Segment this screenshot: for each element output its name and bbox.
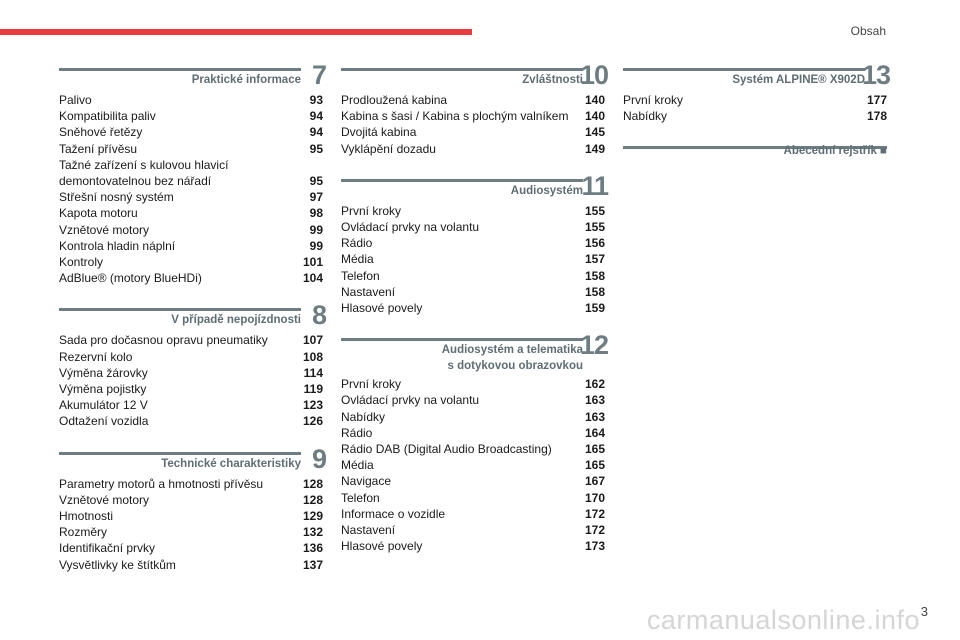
toc-entry-label: Odtažení vozidla [59,414,149,429]
toc-entry-label: Informace o vozidle [341,506,446,521]
toc-entry-list [341,376,605,554]
toc-entry-page: 167 [584,474,605,489]
section-rule [623,68,865,71]
toc-entry-label: Tažné zařízení s kulovou hlavicí [59,157,229,172]
toc-entry-page: 158 [584,284,605,299]
section-title [192,72,301,88]
toc-entry-page: 165 [584,442,605,457]
section-title-line: Systém ALPINE® X902D [732,74,865,86]
toc-entry-page: 98 [309,206,323,221]
toc-entry-page: 172 [584,523,605,538]
section-rule [59,308,301,311]
section-title [522,72,583,88]
toc-entry[interactable] [341,268,605,284]
toc-entry[interactable] [341,538,605,554]
toc-entry[interactable] [341,441,605,457]
toc-section [59,300,326,429]
section-title [442,342,583,374]
toc-entry-page: 157 [584,252,605,267]
toc-entry-label: První kroky [341,377,402,392]
toc-entry[interactable] [59,524,323,540]
section-title-line: Audiosystém [510,184,583,197]
toc-entry[interactable] [59,108,323,124]
toc-entry-label: Nabídky [341,409,386,424]
toc-entry-page: 107 [302,333,323,348]
toc-entry-label: První kroky [341,203,402,218]
section-title-line: V případě nepojízdnosti [171,314,301,327]
toc-entry-page: 137 [302,557,323,572]
toc-entry-label: Palivo [59,93,92,107]
toc-entry-list [623,92,887,124]
section-header [59,60,326,90]
toc-entry-label: Kabina s šasi / Kabina s plochým valníkem [341,109,569,124]
toc-entry-label: Sada pro dočasnou opravu pneumatiky [59,333,268,348]
toc-entry[interactable] [341,425,605,441]
section-title [171,312,301,328]
toc-entry-page: 132 [302,525,323,540]
toc-entry[interactable] [341,141,605,157]
toc-entry-label: Telefon [341,490,380,505]
toc-entry-page: 126 [302,414,323,429]
toc-entry-label: Nastavení [341,284,396,299]
toc-entry-page: 156 [584,236,605,251]
toc-entry-label: Hlasové povely [341,539,423,554]
toc-entry-label: Dvojitá kabina [341,125,417,140]
toc-entry[interactable] [59,238,323,254]
toc-entry-page: 129 [302,509,323,524]
toc-entry-page: 162 [584,377,605,392]
section-title [784,143,887,159]
toc-entry-label: Výměna pojistky [59,382,147,397]
toc-entry-label: První kroky [623,93,684,107]
toc-entry[interactable] [341,284,605,300]
section-number: 13 [861,60,890,90]
toc-entry-page: 119 [303,382,323,397]
toc-entry-label: Nabídky [623,109,668,124]
toc-entry[interactable] [59,397,323,413]
toc-entry[interactable] [341,251,605,267]
section-header [341,330,608,373]
section-rule [341,179,583,182]
toc-entry[interactable] [59,381,323,397]
toc-entry-label: AdBlue® (motory BlueHDi) [59,271,202,286]
toc-entry-label: Výměna žárovky [59,365,148,380]
toc-entry[interactable] [59,557,323,573]
toc-entry[interactable] [341,506,605,522]
toc-entry-label: Kontroly [59,255,104,270]
section-title-line: Zvláštnosti [522,74,583,86]
toc-entry-label: Prodloužená kabina [341,93,448,107]
toc-entry-page: 170 [584,490,605,505]
toc-entry[interactable] [341,203,605,219]
toc-section [623,60,890,124]
toc-entry-label: Rádio DAB (Digital Audio Broadcasting) [341,442,552,457]
toc-entry-page: 172 [584,506,605,521]
section-title [732,72,865,88]
toc-entry-page: 123 [302,398,323,413]
toc-entry-page: 104 [302,271,323,286]
toc-entry[interactable] [59,173,323,189]
toc-entry-label: Nastavení [341,523,396,538]
toc-section [341,170,608,316]
section-number: 7 [311,60,326,90]
toc-entry-page: 94 [309,125,323,140]
toc-entry[interactable] [59,222,323,238]
section-header[interactable] [623,140,887,166]
toc-entry-page: 140 [584,93,605,107]
toc-entry-page: 95 [309,174,323,189]
toc-column-2 [341,60,608,570]
toc-entry-list [341,92,605,157]
toc-entry-page: 149 [584,141,605,156]
toc-entry[interactable] [59,413,323,429]
toc-entry-label: Parametry motorů a hmotnosti přívěsu [59,476,264,491]
toc-entry-page: 136 [302,541,323,556]
toc-entry[interactable] [59,92,323,108]
toc-entry-label: Sněhové řetězy [59,125,143,140]
toc-entry[interactable] [341,124,605,140]
toc-entry-page: 165 [584,458,605,473]
toc-entry-label: Hmotnosti [59,509,114,524]
section-rule [341,338,583,341]
toc-entry-label: Rozměry [59,525,108,540]
section-rule [341,68,583,71]
toc-entry[interactable] [59,476,323,492]
toc-entry-label: Tažení přívěsu [59,141,138,156]
toc-entry[interactable] [341,108,605,124]
toc-entry-list [59,332,323,429]
section-header [59,443,326,474]
section-number: 8 [311,300,326,331]
toc-entry-page: 101 [302,255,323,270]
toc-entry-page: 178 [866,109,887,124]
toc-entry-label: demontovatelnou bez nářadí [59,174,212,189]
toc-entry-page: 99 [309,222,323,237]
toc-entry-page: 177 [866,93,887,107]
toc-entry-label: Ovládací prvky na volantu [341,393,480,408]
toc-column-3 [623,60,890,182]
toc-entry[interactable] [59,332,323,348]
toc-entry-label: Akumulátor 12 V [59,398,148,413]
section-rule [59,68,301,71]
toc-entry-label: Hlasové povely [341,301,423,316]
toc-entry[interactable] [341,219,605,235]
toc-entry-label: Navigace [341,474,392,489]
toc-entry[interactable] [341,300,605,316]
toc-entry[interactable] [341,235,605,251]
toc-section [341,330,608,554]
toc-entry-page: 163 [584,409,605,424]
toc-entry[interactable] [341,376,605,392]
toc-entry-page: 155 [584,203,605,218]
toc-entry-label: Kapota motoru [59,206,138,221]
toc-entry[interactable] [59,141,323,157]
toc-entry-label: Vysvětlivky ke štítkům [59,557,176,572]
section-title [161,456,301,472]
toc-entry-page: 93 [309,93,323,107]
toc-entry[interactable] [59,508,323,524]
toc-section [59,60,326,286]
toc-entry-page: 114 [303,365,323,380]
toc-entry[interactable] [341,409,605,425]
toc-entry-page: 140 [584,109,605,124]
toc-entry[interactable] [341,457,605,473]
toc-entry[interactable] [59,540,323,556]
toc-entry-label: Rezervní kolo [59,349,133,364]
section-title-line: Abecední rejstřík ■ [783,145,887,158]
toc-section [341,60,608,157]
section-header [623,60,890,90]
toc-entry-label: Kompatibilita paliv [59,109,156,124]
toc-entry[interactable] [341,392,605,408]
section-title-line: s dotykovou obrazovkou [447,360,583,373]
toc-entry-page: 95 [309,141,323,156]
toc-entry-label: Rádio [341,425,373,440]
section-number: 11 [581,170,608,201]
toc-entry-list [59,92,323,286]
toc-entry-label: Rádio [341,236,373,251]
toc-entry[interactable] [59,124,323,140]
toc-entry-page: 128 [302,492,323,507]
toc-entry-label: Identifikační prvky [59,541,156,556]
section-number: 12 [579,330,608,361]
section-title [511,183,583,199]
toc-entry[interactable] [59,157,323,173]
section-header [59,300,326,331]
toc-entry[interactable] [623,108,887,124]
toc-entry-page [297,157,323,173]
section-number: 9 [311,443,326,474]
toc-section [59,443,326,573]
toc-entry-label: Vznětové motory [59,222,150,237]
toc-entry-label: Střešní nosný systém [59,190,174,205]
section-number: 10 [579,60,608,90]
toc-entry-page: 155 [584,220,605,235]
toc-entry[interactable] [59,254,323,270]
toc-entry-label: Vznětové motory [59,492,150,507]
toc-entry[interactable] [59,189,323,205]
toc-entry[interactable] [341,92,605,108]
toc-entry-page: 158 [584,268,605,283]
watermark: carmanualsonline.info [646,605,920,635]
toc-entry[interactable] [59,205,323,221]
toc-entry-page: 94 [309,109,323,124]
section-header [341,170,608,201]
toc-entry[interactable] [59,365,323,381]
toc-entry-label: Média [341,458,374,473]
toc-entry[interactable] [59,270,323,286]
toc-entry-page: 128 [302,476,323,491]
section-title-line: Audiosystém a telematika [441,344,583,357]
toc-entry-page: 97 [309,190,323,205]
toc-entry[interactable] [341,473,605,489]
toc-entry-label: Ovládací prvky na volantu [341,220,480,235]
toc-section [623,140,887,166]
toc-entry[interactable] [341,522,605,538]
toc-entry-label: Vyklápění dozadu [341,141,436,156]
page-header-title: Obsah [850,24,886,38]
toc-entry-label: Média [341,252,374,267]
section-title-line: Praktické informace [191,74,301,86]
page-number: 3 [920,604,928,619]
toc-entry-list [59,476,323,573]
toc-entry-page: 145 [584,125,605,140]
section-rule [59,452,301,455]
toc-entry-page: 173 [584,539,605,554]
toc-column-1 [59,60,326,589]
toc-entry[interactable] [59,492,323,508]
toc-entry[interactable] [59,349,323,365]
toc-entry-label: Telefon [341,268,380,283]
toc-entry-list [341,203,605,316]
section-title-line: Technické charakteristiky [161,457,301,470]
toc-entry-page: 163 [584,393,605,408]
top-accent-bar [0,29,472,35]
toc-entry-page: 108 [302,349,323,364]
toc-entry[interactable] [623,92,887,108]
toc-entry-label: Kontrola hladin náplní [59,238,176,253]
toc-entry-page: 99 [309,238,323,253]
toc-entry-page: 159 [584,301,605,316]
toc-entry-page: 164 [584,425,605,440]
section-header [341,60,608,90]
toc-entry[interactable] [341,490,605,506]
